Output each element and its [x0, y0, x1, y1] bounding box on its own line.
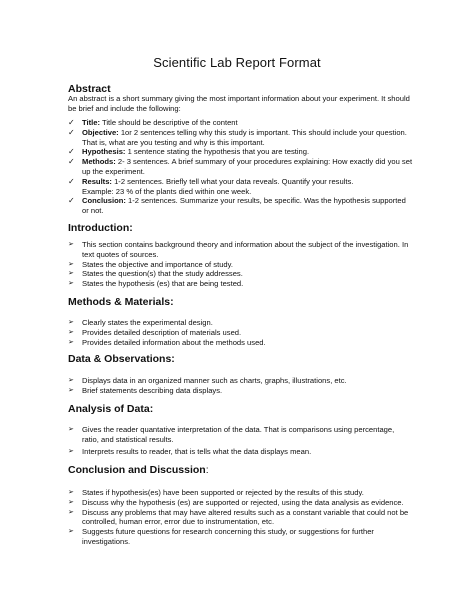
checkmark-icon: ✓ — [68, 196, 75, 206]
data-list — [68, 376, 413, 396]
list-item: ✓ Results: 1-2 sentences. Briefly tell what your data reveals. Quantify your results. Example: 23 % of the plants died within one week. — [68, 176, 354, 196]
arrow-bullet-icon: ➢ — [68, 280, 74, 288]
list-item: ✓ Objective: 1or 2 sentences telling why this study is important. This should include your question. That is, what are you testing and why is this important. — [68, 127, 407, 147]
data-heading: Data & Observations: — [68, 353, 175, 365]
arrow-bullet-icon: ➢ — [68, 241, 74, 248]
abstract-list — [68, 118, 413, 216]
introduction-list — [68, 240, 413, 289]
list-item: ➢ Provides detailed information about the methods used. — [68, 337, 266, 347]
list-item: ➢ Clearly states the experimental design. — [68, 318, 213, 327]
list-item: ✓ Conclusion: 1-2 sentences. Summarize your results, be specific. Was the hypothesis supported or not. — [68, 196, 406, 216]
arrow-bullet-icon: ➢ — [68, 447, 74, 455]
list-item: ➢ Interprets results to reader, that is tells what the data displays mean. — [68, 446, 312, 456]
methods-list — [68, 318, 413, 347]
analysis-list — [68, 425, 413, 456]
introduction-heading: Introduction: — [68, 222, 133, 234]
arrow-bullet-icon: ➢ — [68, 528, 74, 536]
abstract-intro: An abstract is a short summary giving the most important information about your experiment. It should be brief and include the following: — [68, 94, 410, 113]
list-item: ➢ States the question(s) that the study addresses. — [68, 269, 243, 279]
arrow-bullet-icon: ➢ — [68, 319, 74, 326]
arrow-bullet-icon: ➢ — [68, 328, 74, 336]
conclusion-list — [68, 488, 413, 547]
checkmark-icon: ✓ — [68, 176, 75, 186]
document-title: Scientific Lab Report Format — [153, 55, 321, 70]
methods-heading: Methods & Materials: — [68, 296, 174, 308]
arrow-bullet-icon: ➢ — [68, 498, 74, 506]
list-item: ➢ States the hypothesis (es) that are being tested. — [68, 279, 244, 289]
list-item: ➢ Displays data in an organized manner such as charts, graphs, illustrations, etc. — [68, 376, 347, 385]
list-item: ➢ Discuss why the hypothesis (es) are supported or rejected, using the data analysis as evidence. — [68, 497, 404, 507]
conclusion-heading: Conclusion and Discussion: — [68, 464, 209, 476]
checkmark-icon: ✓ — [68, 157, 75, 167]
list-item: ✓ Methods: 2- 3 sentences. A brief summary of your procedures explaining: How exactly did you set up the experiment. — [68, 157, 413, 176]
checkmark-icon: ✓ — [68, 118, 75, 127]
arrow-bullet-icon: ➢ — [68, 377, 74, 384]
arrow-bullet-icon: ➢ — [68, 338, 74, 346]
arrow-bullet-icon: ➢ — [68, 426, 74, 433]
arrow-bullet-icon: ➢ — [68, 270, 74, 278]
abstract-heading: Abstract — [68, 83, 111, 95]
list-item: ➢ Discuss any problems that may have altered results such as a constant variable that could not be controlled, human error, error due to instrumentation, etc. — [68, 507, 409, 527]
arrow-bullet-icon: ➢ — [68, 260, 74, 268]
arrow-bullet-icon: ➢ — [68, 508, 74, 516]
list-item: ➢ Provides detailed description of materials used. — [68, 327, 242, 337]
arrow-bullet-icon: ➢ — [68, 386, 74, 394]
analysis-heading: Analysis of Data: — [68, 403, 154, 415]
list-item: ✓ Title: Title should be descriptive of the content — [68, 118, 238, 127]
list-item: ➢ States if hypothesis(es) have been supported or rejected by the results of this study. — [68, 488, 364, 497]
arrow-bullet-icon: ➢ — [68, 489, 74, 496]
list-item: ➢ States the objective and importance of study. — [68, 259, 233, 269]
checkmark-icon: ✓ — [68, 147, 75, 157]
list-item: ✓ Hypothesis: 1 sentence stating the hypothesis that you are testing. — [68, 147, 310, 157]
checkmark-icon: ✓ — [68, 127, 75, 137]
list-item: ➢ Suggests future questions for research concerning this study, or suggestions for further investigations. — [68, 527, 374, 546]
list-item: ➢ Gives the reader quantative interpretation of the data. That is comparisons using percentage, ratio, and statistical results. — [68, 425, 395, 444]
list-item: ➢ Brief statements describing data displays. — [68, 385, 223, 395]
list-item: ➢ This section contains background theory and information about the subject of the investigation. In text quotes of sources. — [68, 240, 409, 259]
